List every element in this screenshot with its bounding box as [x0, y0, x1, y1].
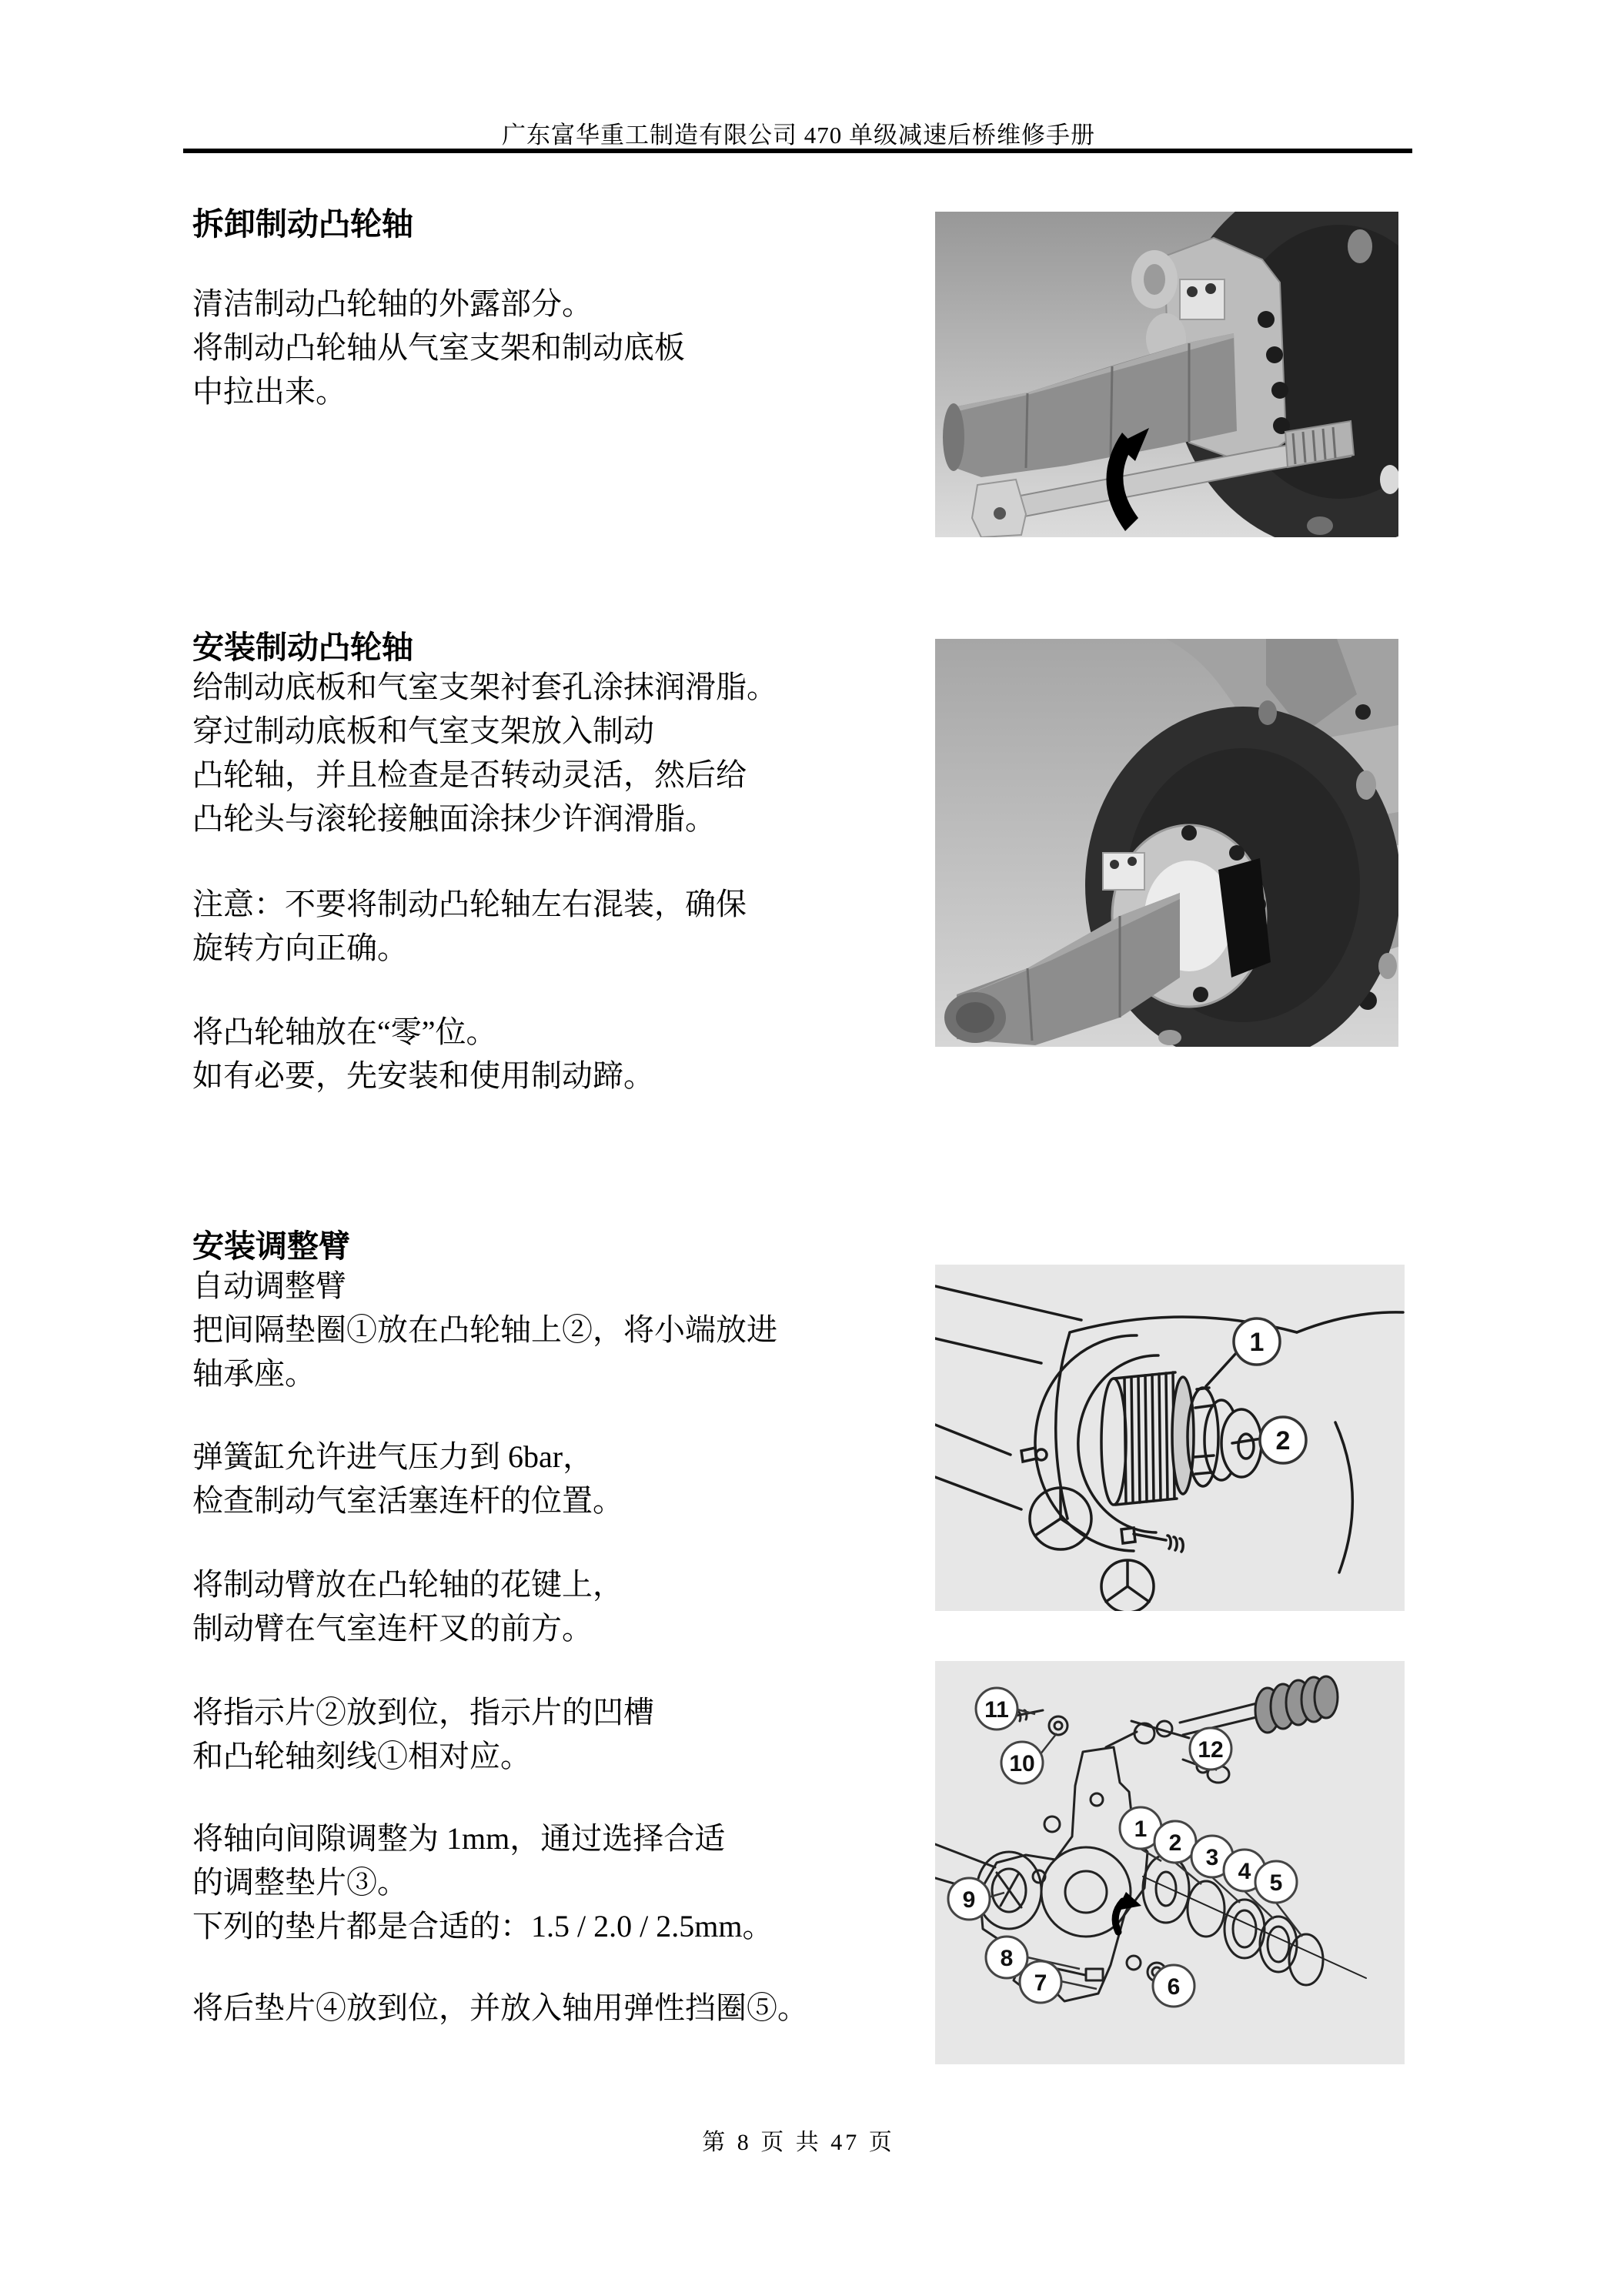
text-line: 将轴向间隙调整为 1mm，通过选择合适	[192, 1821, 726, 1856]
text-line: 将指示片②放到位，指示片的凹槽	[192, 1695, 654, 1730]
callout-2	[1260, 1417, 1306, 1463]
callout-12	[1190, 1728, 1231, 1770]
callout-7	[1020, 1961, 1061, 2003]
callout-6-label: 6	[1167, 1974, 1181, 2000]
callout-7-label: 7	[1034, 1970, 1047, 1996]
text-line: 注意：不要将制动凸轮轴左右混装，确保	[192, 887, 747, 921]
text-line: 穿过制动底板和气室支架放入制动	[192, 714, 654, 748]
section2-paragraph-3	[192, 1010, 654, 1098]
section3-paragraph-3	[192, 1562, 623, 1650]
text-line: 弹簧缸允许进气压力到 6bar，	[192, 1439, 594, 1474]
page-header-title: 广东富华重工制造有限公司 470 单级减速后桥维修手册	[502, 122, 1095, 149]
text-line: 的调整垫片③。	[192, 1865, 408, 1900]
text-line: 旋转方向正确。	[192, 931, 408, 965]
text-line: 将凸轮轴放在“零”位。	[192, 1014, 497, 1049]
callout-1	[1234, 1318, 1280, 1365]
page-number: 第 8 页 共 47 页	[702, 2130, 895, 2155]
callout-8-label: 8	[1000, 1946, 1014, 1971]
callout-2-label: 2	[1275, 1426, 1291, 1455]
text-line: 如有必要，先安装和使用制动蹄。	[192, 1058, 654, 1093]
callout-11	[976, 1688, 1017, 1730]
text-line: 将后垫片④放到位，并放入轴用弹性挡圈⑤。	[192, 1990, 808, 2025]
header-rule	[183, 149, 1412, 153]
section3-paragraph-2	[192, 1435, 623, 1522]
section2-paragraph-1	[192, 665, 777, 841]
text-line: 凸轮头与滚轮接触面涂抹少许润滑脂。	[192, 801, 716, 836]
callout-5-label: 5	[1269, 1870, 1283, 1896]
section-title-install-camshaft: 安装制动凸轮轴	[192, 630, 413, 665]
section3-paragraph-1	[192, 1264, 777, 1395]
callout-5	[1255, 1861, 1297, 1903]
figure-camshaft-installation	[935, 639, 1398, 1047]
callout-9-label: 9	[962, 1887, 976, 1913]
callout-9	[948, 1878, 990, 1920]
callout-6	[1153, 1965, 1194, 2007]
text-line: 给制动底板和气室支架衬套孔涂抹润滑脂。	[192, 670, 777, 704]
section2-note	[192, 882, 747, 970]
callout-12-label: 12	[1198, 1737, 1224, 1763]
text-line: 制动臂在气室连杆叉的前方。	[192, 1611, 593, 1646]
section3-paragraph-5	[192, 1816, 773, 1948]
figure-spacer-washer-diagram	[935, 1265, 1405, 1611]
text-line: 清洁制动凸轮轴的外露部分。	[192, 286, 593, 321]
section1-paragraph	[192, 282, 685, 413]
section3-paragraph-6	[192, 1986, 808, 2030]
text-line: 凸轮轴，并且检查是否转动灵活，然后给	[192, 757, 747, 792]
text-line: 下列的垫片都是合适的：1.5 / 2.0 / 2.5mm。	[192, 1909, 773, 1943]
text-line: 和凸轮轴刻线①相对应。	[192, 1739, 531, 1773]
text-line: 将制动臂放在凸轮轴的花键上，	[192, 1567, 623, 1602]
text-line: 中拉出来。	[192, 374, 346, 409]
text-line: 把间隔垫圈①放在凸轮轴上②，将小端放进	[192, 1312, 777, 1347]
callout-4-label: 4	[1238, 1859, 1251, 1884]
callout-3-label: 3	[1205, 1845, 1219, 1870]
figure-camshaft-removal	[935, 212, 1398, 537]
section3-paragraph-4	[192, 1690, 654, 1778]
section-title-remove-camshaft: 拆卸制动凸轮轴	[192, 206, 413, 242]
callout-1-label: 1	[1134, 1816, 1148, 1842]
callout-10-label: 10	[1009, 1751, 1035, 1776]
text-line: 自动调整臂	[192, 1268, 346, 1303]
callout-11-label: 11	[984, 1697, 1009, 1723]
callout-2	[1154, 1821, 1196, 1863]
callout-2-label: 2	[1168, 1830, 1182, 1856]
text-line: 轴承座。	[192, 1356, 316, 1391]
section-title-install-adjuster-arm: 安装调整臂	[192, 1228, 350, 1264]
callout-10	[1001, 1742, 1043, 1783]
figure-slack-adjuster-exploded	[935, 1661, 1405, 2064]
callout-1-label: 1	[1249, 1328, 1265, 1357]
text-line: 将制动凸轮轴从气室支架和制动底板	[192, 330, 685, 365]
text-line: 检查制动气室活塞连杆的位置。	[192, 1483, 623, 1518]
